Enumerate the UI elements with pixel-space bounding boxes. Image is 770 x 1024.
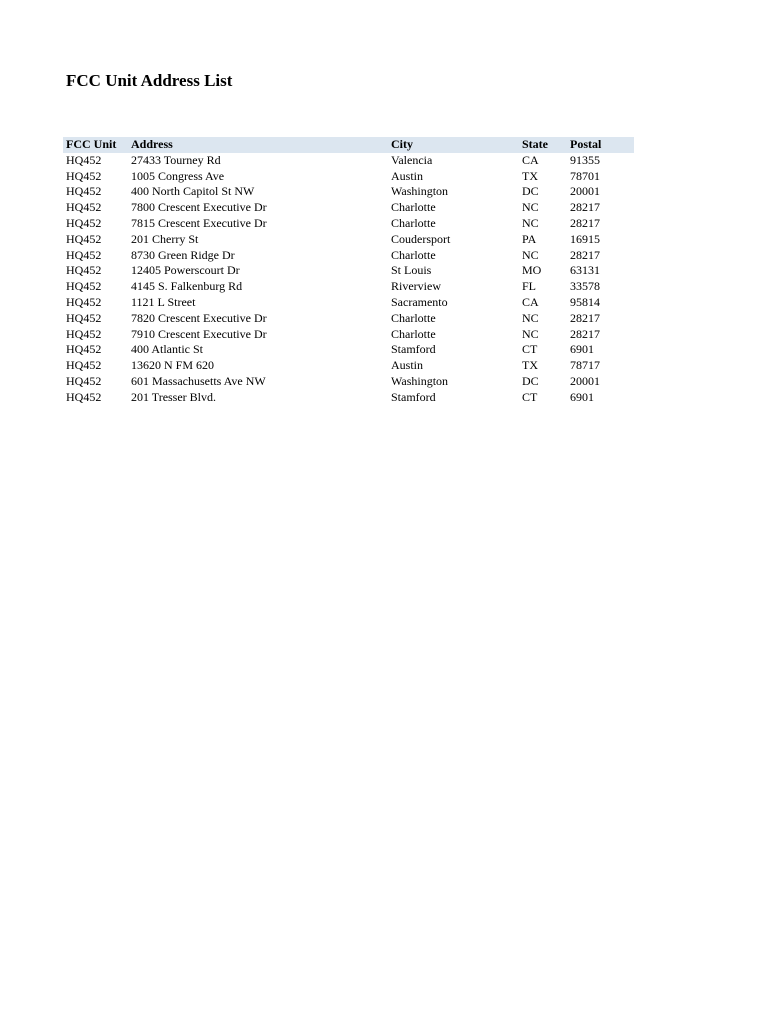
cell-fcc-unit: HQ452 — [66, 310, 102, 325]
cell-fcc-unit: HQ452 — [66, 168, 102, 183]
table-row — [63, 153, 634, 169]
table-row — [63, 216, 634, 232]
cell-state: NC — [522, 200, 539, 215]
cell-state: CT — [522, 389, 538, 404]
cell-state: NC — [522, 215, 539, 230]
cell-address: 13620 N FM 620 — [131, 358, 215, 373]
table-row — [63, 184, 634, 200]
cell-address: 1005 Congress Ave — [131, 168, 225, 183]
cell-city: Washington — [391, 184, 449, 199]
cell-postal: 6901 — [570, 342, 594, 357]
column-header-postal: Postal — [570, 137, 602, 151]
column-header-state: State — [522, 137, 548, 151]
cell-state: MO — [522, 263, 542, 278]
cell-address: 201 Cherry St — [131, 231, 199, 246]
table-row — [63, 200, 634, 216]
table-row — [63, 311, 634, 327]
cell-address: 7800 Crescent Executive Dr — [131, 200, 267, 215]
cell-fcc-unit: HQ452 — [66, 326, 102, 341]
cell-city: Charlotte — [391, 215, 436, 230]
cell-city: Charlotte — [391, 247, 436, 262]
cell-state: CT — [522, 342, 538, 357]
address-table — [63, 137, 634, 406]
cell-city: Stamford — [391, 389, 436, 404]
cell-state: TX — [522, 168, 538, 183]
table-row — [63, 374, 634, 390]
cell-city: Sacramento — [391, 294, 448, 309]
cell-state: CA — [522, 294, 539, 309]
cell-address: 27433 Tourney Rd — [131, 152, 221, 167]
cell-address: 201 Tresser Blvd. — [131, 389, 217, 404]
column-header-address: Address — [131, 137, 173, 151]
cell-city: Charlotte — [391, 326, 436, 341]
table-row — [63, 342, 634, 358]
cell-fcc-unit: HQ452 — [66, 263, 102, 278]
cell-postal: 63131 — [570, 263, 600, 278]
table-row — [63, 232, 634, 248]
cell-address: 1121 L Street — [131, 294, 196, 309]
cell-fcc-unit: HQ452 — [66, 184, 102, 199]
cell-address: 601 Massachusetts Ave NW — [131, 373, 266, 388]
table-row — [63, 279, 634, 295]
cell-state: NC — [522, 247, 539, 262]
cell-state: DC — [522, 373, 539, 388]
cell-postal: 28217 — [570, 310, 600, 325]
cell-state: NC — [522, 326, 539, 341]
table-row — [63, 390, 634, 406]
page-title: FCC Unit Address List — [66, 71, 233, 90]
table-row — [63, 358, 634, 374]
cell-state: NC — [522, 310, 539, 325]
cell-city: Coudersport — [391, 231, 451, 246]
table-row — [63, 263, 634, 279]
cell-state: CA — [522, 152, 539, 167]
cell-city: St Louis — [391, 263, 432, 278]
cell-postal: 28217 — [570, 326, 600, 341]
cell-postal: 33578 — [570, 279, 600, 294]
cell-fcc-unit: HQ452 — [66, 279, 102, 294]
cell-fcc-unit: HQ452 — [66, 294, 102, 309]
cell-state: PA — [522, 231, 537, 246]
cell-fcc-unit: HQ452 — [66, 231, 102, 246]
cell-fcc-unit: HQ452 — [66, 152, 102, 167]
cell-city: Riverview — [391, 279, 441, 294]
cell-fcc-unit: HQ452 — [66, 215, 102, 230]
cell-state: TX — [522, 358, 538, 373]
cell-postal: 20001 — [570, 184, 600, 199]
cell-postal: 78701 — [570, 168, 600, 183]
cell-postal: 28217 — [570, 215, 600, 230]
cell-postal: 20001 — [570, 373, 600, 388]
cell-address: 12405 Powerscourt Dr — [131, 263, 240, 278]
cell-postal: 16915 — [570, 231, 600, 246]
cell-city: Austin — [391, 168, 424, 183]
cell-postal: 95814 — [570, 294, 600, 309]
cell-city: Charlotte — [391, 310, 436, 325]
cell-city: Washington — [391, 373, 449, 388]
table-header-row — [63, 137, 634, 153]
cell-address: 8730 Green Ridge Dr — [131, 247, 235, 262]
table-row — [63, 169, 634, 185]
cell-postal: 6901 — [570, 389, 594, 404]
cell-address: 400 Atlantic St — [131, 342, 203, 357]
cell-postal: 28217 — [570, 200, 600, 215]
table-row — [63, 248, 634, 264]
cell-fcc-unit: HQ452 — [66, 389, 102, 404]
column-header-fcc-unit: FCC Unit — [66, 137, 117, 151]
column-header-city: City — [391, 137, 413, 151]
cell-address: 4145 S. Falkenburg Rd — [131, 279, 243, 294]
cell-city: Valencia — [391, 152, 433, 167]
cell-address: 400 North Capitol St NW — [131, 184, 255, 199]
cell-state: FL — [522, 279, 537, 294]
cell-postal: 91355 — [570, 152, 600, 167]
cell-city: Stamford — [391, 342, 436, 357]
cell-fcc-unit: HQ452 — [66, 200, 102, 215]
cell-address: 7815 Crescent Executive Dr — [131, 215, 267, 230]
cell-state: DC — [522, 184, 539, 199]
cell-city: Charlotte — [391, 200, 436, 215]
cell-fcc-unit: HQ452 — [66, 358, 102, 373]
cell-fcc-unit: HQ452 — [66, 373, 102, 388]
cell-postal: 28217 — [570, 247, 600, 262]
table-row — [63, 295, 634, 311]
cell-address: 7820 Crescent Executive Dr — [131, 310, 267, 325]
cell-address: 7910 Crescent Executive Dr — [131, 326, 267, 341]
cell-fcc-unit: HQ452 — [66, 247, 102, 262]
cell-city: Austin — [391, 358, 424, 373]
table-row — [63, 327, 634, 343]
cell-fcc-unit: HQ452 — [66, 342, 102, 357]
cell-postal: 78717 — [570, 358, 600, 373]
